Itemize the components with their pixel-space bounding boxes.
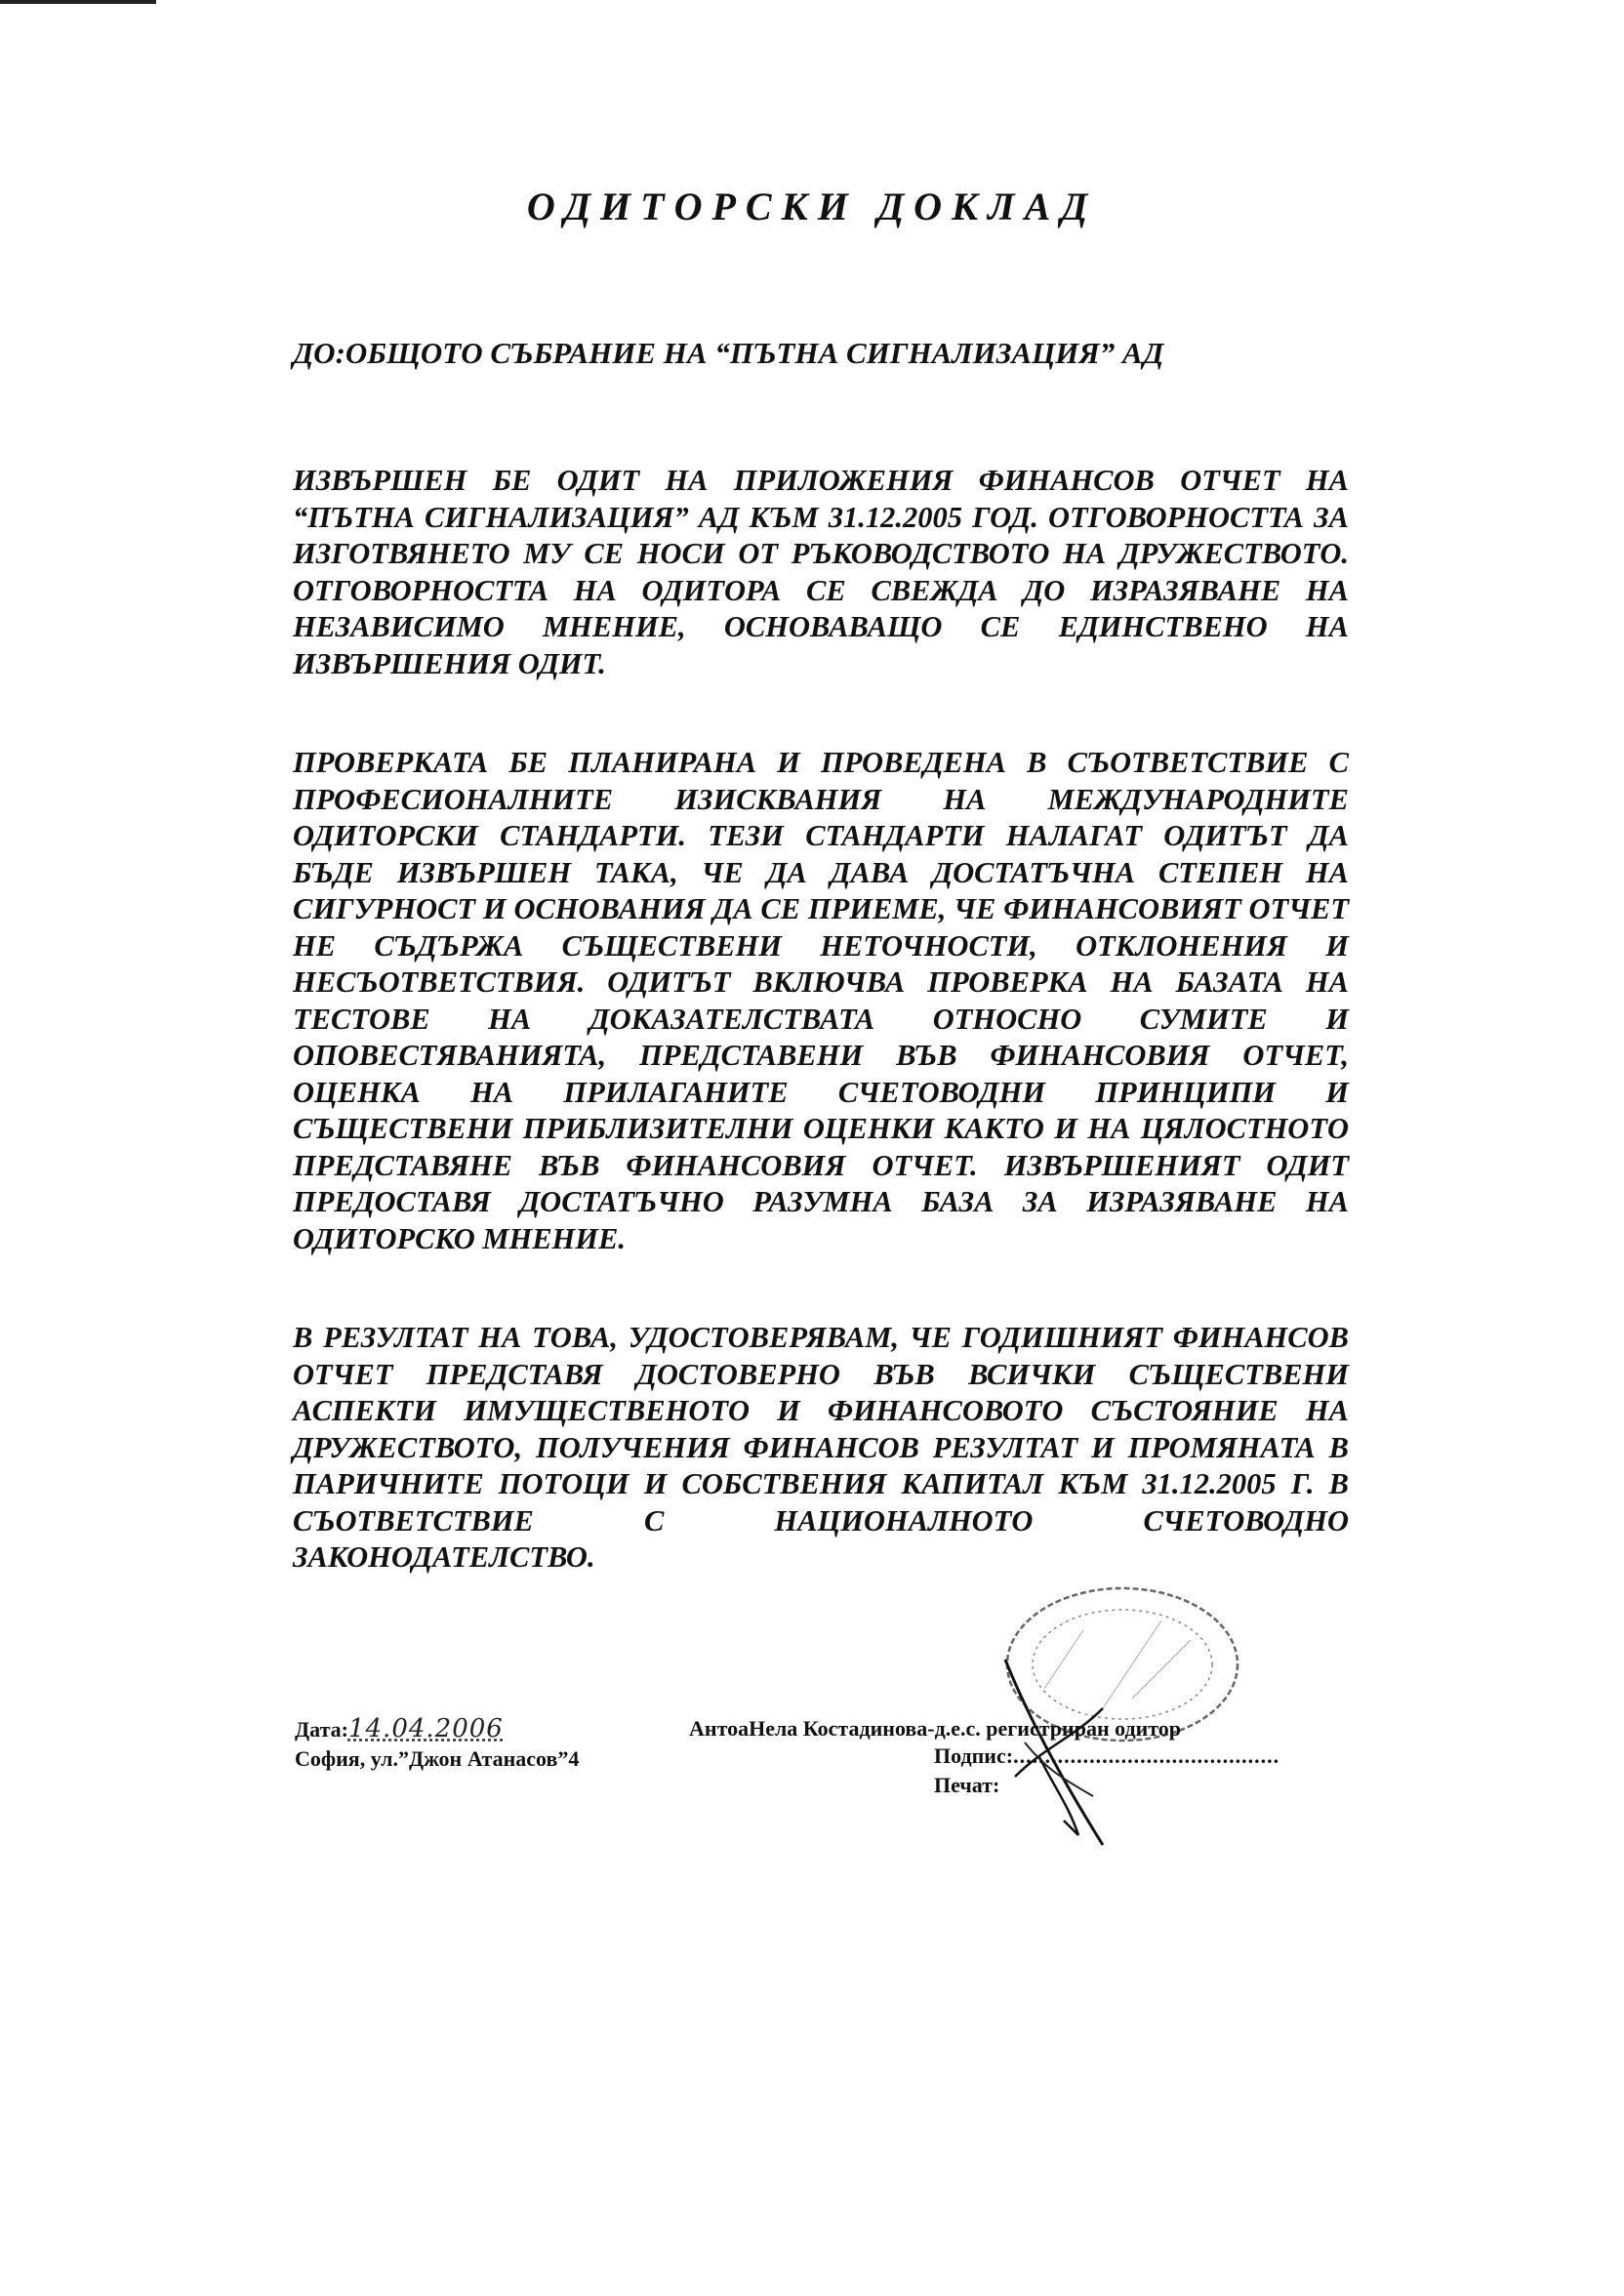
signature-label: Подпис: [934, 1743, 1014, 1768]
signature-row [934, 1742, 1279, 1771]
scan-edge-mark [0, 0, 156, 4]
address-line: София, ул.”Джон Атанасов”4 [295, 1746, 580, 1771]
paragraph-audit-scope: ИЗВЪРШЕН БЕ ОДИТ НА ПРИЛОЖЕНИЯ ФИНАНСОВ ОТЧЕТ НА “ПЪТНА СИГНАЛИЗАЦИЯ” АД КЪМ 31.12.2005 ГОД. ОТГОВОРНОСТТА ЗА ИЗГОТВЯНЕТО МУ СЕ НОСИ ОТ РЪКОВОДСТВОТО НА ДРУЖЕСТВОТО. ОТГОВОРНОСТТА НА ОДИТОРА СЕ СВЕЖДА ДО ИЗРАЗЯВАНЕ НА НЕЗАВИСИМО МНЕНИЕ, ОСНОВАВАЩО СЕ ЕДИНСТВЕНО НА ИЗВЪРШЕНИЯ ОДИТ. [293, 464, 1349, 680]
footer-sign-block [934, 1742, 1279, 1800]
addressee-line: ДО:ОБЩОТО СЪБРАНИЕ НА “ПЪТНА СИГНАЛИЗАЦИЯ” АД [293, 336, 1164, 370]
date-row [295, 1714, 579, 1744]
signature-dots: .......................................... [1013, 1743, 1280, 1768]
date-value: 14.04.2006 [347, 1714, 504, 1743]
paragraph-audit-standards: ПРОВЕРКАТА БЕ ПЛАНИРАНА И ПРОВЕДЕНА В СЪОТВЕТСТВИЕ С ПРОФЕСИОНАЛНИТЕ ИЗИСКВАНИЯ НА МЕЖДУНАРОДНИТЕ ОДИТОРСКИ СТАНДАРТИ. ТЕЗИ СТАНДАРТИ НАЛАГАТ ОДИТЪТ ДА БЪДЕ ИЗВЪРШЕН ТАКА, ЧЕ ДА ДАВА ДОСТАТЪЧНА СТЕПЕН НА СИГУРНОСТ И ОСНОВАНИЯ ДА СЕ ПРИЕМЕ, ЧЕ ФИНАНСОВИЯТ ОТЧЕТ НЕ СЪДЪРЖА СЪЩЕСТВЕНИ НЕТОЧНОСТИ, ОТКЛОНЕНИЯ И НЕСЪОТВЕТСТВИЯ. ОДИТЪТ ВКЛЮЧВА ПРОВЕРКА НА БАЗАТА НА ТЕСТОВЕ НА ДОКАЗАТЕЛСТВАТА ОТНОСНО СУМИТЕ И ОПОВЕСТЯВАНИЯТА, ПРЕДСТАВЕНИ ВЪВ ФИНАНСОВИЯ ОТЧЕТ, ОЦЕНКА НА ПРИЛАГАНИТЕ СЧЕТОВОДНИ ПРИНЦИПИ И СЪЩЕСТВЕНИ ПРИБЛИЗИТЕЛНИ ОЦЕНКИ КАКТО И НА ЦЯЛОСТНОТО ПРЕДСТАВЯНЕ ВЪВ ФИНАНСОВИЯ ОТЧЕТ. ИЗВЪРШЕНИЯТ ОДИТ ПРЕДОСТАВЯ ДОСТАТЪЧНО РАЗУМНА БАЗА ЗА ИЗРАЗЯВАНЕ НА ОДИТОРСКО МНЕНИЕ. [293, 746, 1349, 1255]
document-title: ОДИТОРСКИ ДОКЛАД [526, 184, 1098, 228]
paragraph-audit-opinion: В РЕЗУЛТАТ НА ТОВА, УДОСТОВЕРЯВАМ, ЧЕ ГОДИШНИЯТ ФИНАНСОВ ОТЧЕТ ПРЕДСТАВЯ ДОСТОВЕРНО ВЪВ ВСИЧКИ СЪЩЕСТВЕНИ АСПЕКТИ ИМУЩЕСТВЕНОТО И ФИНАНСОВОТО СЪСТОЯНИЕ НА ДРУЖЕСТВОТО, ПОЛУЧЕНИЯ ФИНАНСОВ РЕЗУЛТАТ И ПРОМЯНАТА В ПАРИЧНИТЕ ПОТОЦИ И СОБСТВЕНИЯ КАПИТАЛ КЪМ 31.12.2005 Г. В СЪОТВЕТСТВИЕ С НАЦИОНАЛНОТО СЧЕТОВОДНО ЗАКОНОДАТЕЛСТВО. [293, 1321, 1349, 1574]
auditor-line: АнтоаНела Костадинова-д.е.с. регистриран одитор [689, 1716, 1182, 1741]
stamp-label: Печат: [934, 1773, 1000, 1797]
footer-date-block [295, 1714, 579, 1774]
date-label: Дата: [295, 1717, 348, 1742]
